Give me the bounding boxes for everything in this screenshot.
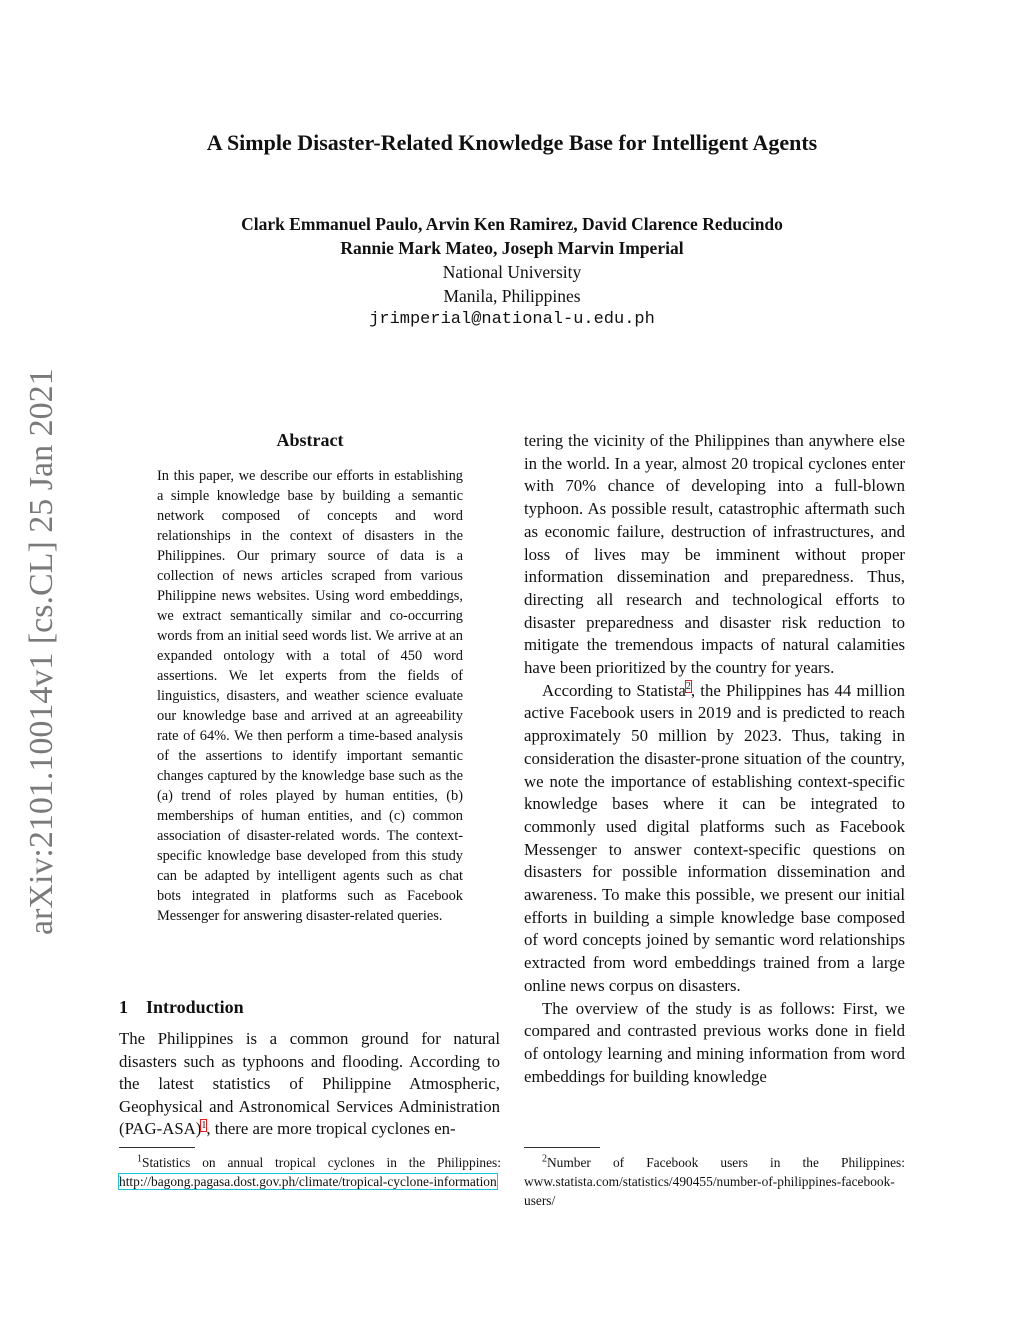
section-title: Introduction xyxy=(146,997,244,1017)
footnote-2 xyxy=(524,1153,905,1210)
abstract-text: In this paper, we describe our efforts in establishing a simple knowledge base by building a semantic network composed of concepts and word relationships in the context of disasters in the Philippines. Our primary source of data is a collection of news articles scraped from various Philippine news websites. Using word embeddings, we extract semantically similar and co-occurring words from an initial seed words list. We arrive at an expanded ontology with a total of 450 word assertions. We let experts from the fields of linguistics, disasters, and weather science evaluate our knowledge base and arrived at an agreeability rate of 64%. We then perform a time-based analysis of the assertions to identify important semantic changes captured by the knowledge base such as the (a) trend of roles played by human entities, (b) memberships of human entities, and (c) common association of disaster-related words. The context-specific knowledge base developed from this study can be adapted by intelligent agents such as chat bots integrated in platforms such as Facebook Messenger for answering disaster-related queries. xyxy=(157,468,463,924)
intro-paragraph-3: The overview of the study is as follows: First, we compared and contrasted previous works done in field of ontology learning and mining information from word embeddings for building knowledge xyxy=(524,998,905,1086)
intro-paragraph-continued: tering the vicinity of the Philippines than anywhere else in the world. In a year, almost 20 tropical cyclones enter with 70% chance of developing into a full-blown typhoon. As possible result, catastrophic aftermath such as economic failure, destruction of infrastructures, and loss of lives may be imminent without proper information dissemination and preparedness. Thus, directing all research and technological efforts to disaster preparedness and disaster risk reduction to mitigate the tremendous impacts of natural calamities have been prioritized by the country for years. xyxy=(524,431,905,678)
intro-paragraph-2-rest: , the Philippines has 44 million active Facebook users in 2019 and is predicted to reach approximately 50 million by 2023. Thus, taking in consideration the disaster-prone situation of the country, we note the importance of establishing context-specific knowledge bases where it can be integrated to commonly used digital platforms such as Facebook Messenger to answer context-specific questions on disasters for possible information dissemination and awareness. To make this possible, we present our initial efforts in building a simple knowledge base composed of word concepts joined by semantic word relationships extracted from word embeddings trained from a large online news corpus on disasters. xyxy=(524,680,905,995)
author-email[interactable]: jrimperial@national-u.edu.ph xyxy=(369,310,655,329)
intro-paragraph-2-start: According to Statista xyxy=(542,680,686,700)
footnote-1 xyxy=(119,1153,501,1191)
footnote-1-mark: 1 xyxy=(137,1153,142,1165)
footnote-rule-right xyxy=(524,1147,600,1148)
paper-title: A Simple Disaster-Related Knowledge Base for Intelligent Agents xyxy=(206,130,818,155)
intro-paragraph-2 xyxy=(524,680,905,998)
footnote-2-mark: 2 xyxy=(542,1153,547,1165)
authors-line-2: Rannie Mark Mateo, Joseph Marvin Imperial xyxy=(340,238,684,258)
footnote-1-link[interactable]: http://bagong.pagasa.dost.gov.ph/climate/tropical-cyclone-information xyxy=(119,1174,497,1189)
authors-line-1: Clark Emmanuel Paulo, Arvin Ken Ramirez, David Clarence Reducindo xyxy=(241,214,783,234)
location: Manila, Philippines xyxy=(443,286,581,306)
footnote-1-text: Statistics on annual tropical cyclones in the Philippines: xyxy=(142,1155,501,1170)
arxiv-identifier: arXiv:2101.10014v1 [cs.CL] 25 Jan 2021 xyxy=(23,368,60,935)
abstract-heading: Abstract xyxy=(276,430,344,450)
footnote-ref-2[interactable]: 2 xyxy=(685,681,691,693)
footnote-ref-1[interactable]: 1 xyxy=(201,1119,207,1131)
section-number: 1 xyxy=(119,997,128,1017)
author-block xyxy=(0,212,1024,332)
intro-paragraph-1: The Philippines is a common ground for natural disasters such as typhoons and flooding. According to the latest statistics of Philippine Atmospheric, Geophysical and Astronomical Services Administration (PAG-ASA) xyxy=(119,1029,500,1139)
intro-right-column xyxy=(524,430,905,1088)
footnote-2-text: Number of Facebook users in the Philippines: www.statista.com/statistics/490455/number-of-philippines-facebook-users/ xyxy=(524,1155,905,1208)
section-heading-introduction xyxy=(119,995,244,1019)
affiliation: National University xyxy=(442,262,582,282)
intro-left-column xyxy=(119,1028,500,1141)
footnote-rule-left xyxy=(119,1147,195,1148)
intro-paragraph-1-end: , there are more tropical cyclones en- xyxy=(206,1119,456,1139)
